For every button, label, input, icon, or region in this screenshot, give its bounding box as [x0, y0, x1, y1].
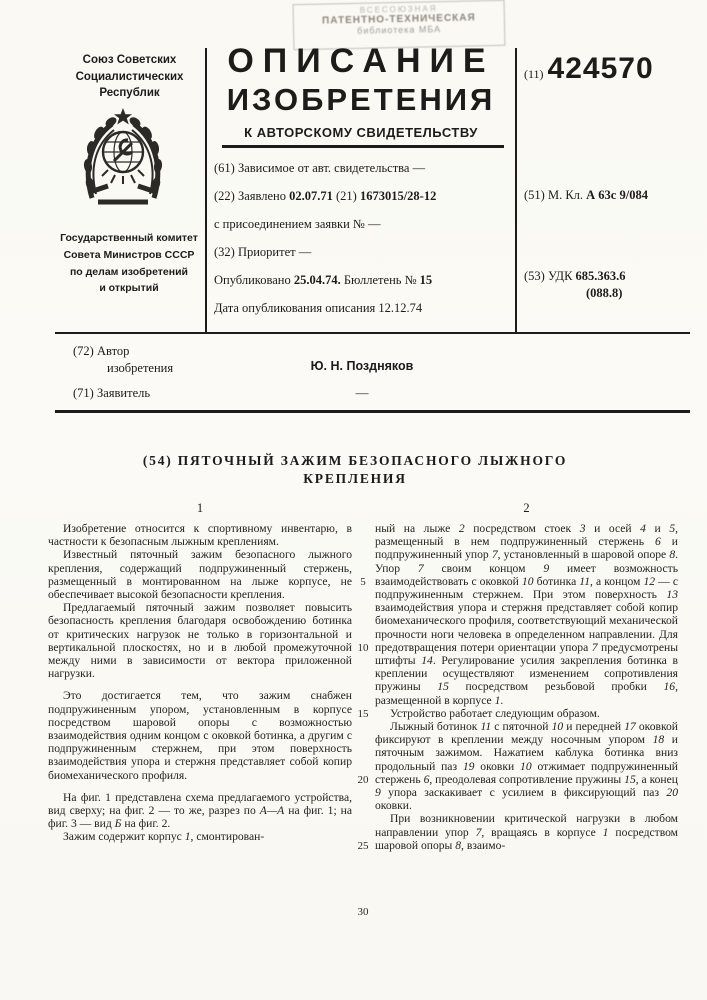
stamp-line-1: ВСЕСОЮЗНАЯ: [359, 4, 438, 15]
committee-line: Совета Министров СССР: [63, 248, 195, 261]
body-paragraph: На фиг. 1 представлена схема предлагаемого устройства, вид сверху; на фиг. 2 — то же, разрез по А—А на фиг. 1; на фиг. 3 — вид Б на фиг. 2.: [48, 790, 352, 831]
body-column-left: [48, 522, 352, 844]
body-paragraph: ный на лыже 2 посредством стоек 3 и осей 4 и 5, размещенный в нем подпружиненный стержень 6 и подпружиненный упор 7, установленный в шаровой опоре 8. Упор 7 своим концом 9 имеет возможность взаимодействовать с оковкой 10 ботинка 11, а концом 12 — с подпружиненным стержнем. При этом поверхность 13 взаимодействия упора и стержня представляет собой копир биомеханического профиля, соответствующий механической прочности ноги человека в определенном направлении. Для предотвращения потери ориентации упора 7 предусмотрены штифты 14. Регулирование усилия закрепления ботинка в креплении осуществляют изменением сопротивления пружины 15 посредством резьбовой пробки 16, размещенной в корпусе 1.: [375, 522, 679, 707]
author-label-line-2: изобретения: [107, 361, 174, 375]
body-paragraph: Зажим содержит корпус 1, смонтирован-: [63, 830, 265, 844]
header-divider-left: [205, 48, 207, 332]
body-paragraph: Предлагаемый пяточный зажим позволяет повысить безопасность крепления благодаря освобождению ботинка от критических нагрузок не только в горизонтальной и вертикальной плоскостях, но и в любой промежуточной между ними в зависимости от вектора приложенной нагрузки.: [48, 601, 352, 681]
union-name-line: Союз Советских: [82, 54, 177, 66]
ipc-class: (51) М. Кл. А 63с 9/084: [524, 188, 648, 202]
applicant-label: (71) Заявитель: [73, 386, 151, 400]
document-type-word-1: ОПИСАНИЕ: [227, 42, 495, 80]
union-name: [52, 52, 207, 102]
bibliographic-field: Дата опубликования описания 12.12.74: [214, 301, 423, 315]
bibliographic-field: (22) Заявлено 02.07.71 (21) 1673015/28-12: [214, 189, 437, 203]
body-column-right: [375, 522, 678, 852]
document-type-word-2: ИЗОБРЕТЕНИЯ: [226, 82, 496, 117]
author-label: [73, 343, 173, 377]
line-number: 25: [357, 840, 369, 852]
publication-number-value: 424570: [547, 52, 654, 85]
state-committee-name: [48, 230, 210, 297]
line-number: 20: [357, 774, 369, 786]
line-number: 10: [357, 642, 369, 654]
line-number: 15: [357, 708, 369, 720]
udc-line-2: (088.8): [586, 286, 623, 300]
column-number-1: 1: [196, 501, 204, 515]
bibliographic-field: (61) Зависимое от авт. свидетельства —: [214, 161, 426, 175]
union-name-line: Социалистических: [75, 70, 184, 83]
publication-number-code: (11): [524, 67, 544, 81]
bibliographic-field: Опубликовано 25.04.74. Бюллетень № 15: [214, 273, 433, 287]
line-number-gutter: [352, 524, 374, 924]
invention-title-line-1: (54) ПЯТОЧНЫЙ ЗАЖИМ БЕЗОПАСНОГО ЛЫЖНОГО: [142, 453, 568, 468]
document-subtitle: К АВТОРСКОМУ СВИДЕТЕЛЬСТВУ: [244, 125, 478, 140]
ussr-coat-of-arms-emblem: [78, 106, 168, 214]
column-number-2: 2: [523, 501, 530, 515]
body-paragraph: Это достигается тем, что зажим снабжен подпружиненным упором, установленным в корпусе посредством шаровой опоры с возможностью взаимодействия одним концом с оковкой ботинка, а другим с подпружиненным стержнем, при этом поверхность взаимодействия упора и стержня представляет собой копир биомеханического профиля.: [48, 689, 352, 782]
line-number: 5: [360, 576, 366, 588]
body-paragraph: Устройство работает следующим образом.: [390, 706, 600, 720]
invention-title: [95, 452, 615, 488]
body-paragraph: При возникновении критической нагрузки в любом направлении упор 7, вращаясь в корпусе 1 посредством шаровой опоры 8, взаимо-: [375, 812, 679, 852]
committee-line: Государственный комитет: [60, 232, 198, 244]
horizontal-rule-top: [55, 332, 690, 334]
udc-class: [524, 268, 626, 302]
bibliographic-fields: [214, 160, 512, 328]
committee-line: по делам изобретений: [69, 265, 189, 278]
union-name-line: Республик: [99, 87, 160, 100]
invention-title-line-2: КРЕПЛЕНИЯ: [303, 471, 407, 486]
line-number: 30: [357, 906, 369, 918]
author-label-line-1: (72) Автор: [73, 344, 130, 358]
horizontal-rule-bottom: [55, 410, 690, 413]
header-divider-right: [515, 48, 517, 332]
stamp-line-3: библиотека МБА: [357, 24, 442, 36]
subtitle-rule: [222, 145, 504, 148]
stamp-line-2: ПАТЕНТНО-ТЕХНИЧЕСКАЯ: [321, 12, 476, 27]
body-paragraph: Лыжный ботинок 11 с пяточной 10 и передней 17 оковкой фиксируют в креплении между носочным упором 18 и пяточным зажимом. Нажатием каблука ботинка вниз продольный паз 19 оковки 10 отжимает подпружиненный стержень 6, преодолевая сопротивление пружины 15, а конец 9 упора заскакивает с усилием в фиксирующий паз 20 оковки.: [375, 720, 679, 813]
udc-line-1: (53) УДК 685.363.6: [524, 269, 626, 283]
bibliographic-field: с присоединением заявки № —: [214, 217, 381, 231]
bibliographic-field: (32) Приоритет —: [214, 245, 312, 259]
applicant-value: —: [355, 385, 369, 400]
committee-line: и открытий: [99, 282, 159, 295]
publication-number: [524, 54, 694, 84]
body-paragraph: Известный пяточный зажим безопасного лыжного крепления, содержащий подпружиненный стержень, размещенный в монтированном на лыже корпусе, не обеспечивает высокой безопасности крепления.: [48, 548, 352, 602]
body-paragraph: Изобретение относится к спортивному инвентарю, в частности к безопасным лыжным креплениям.: [48, 522, 352, 549]
author-name: Ю. Н. Поздняков: [310, 359, 414, 373]
